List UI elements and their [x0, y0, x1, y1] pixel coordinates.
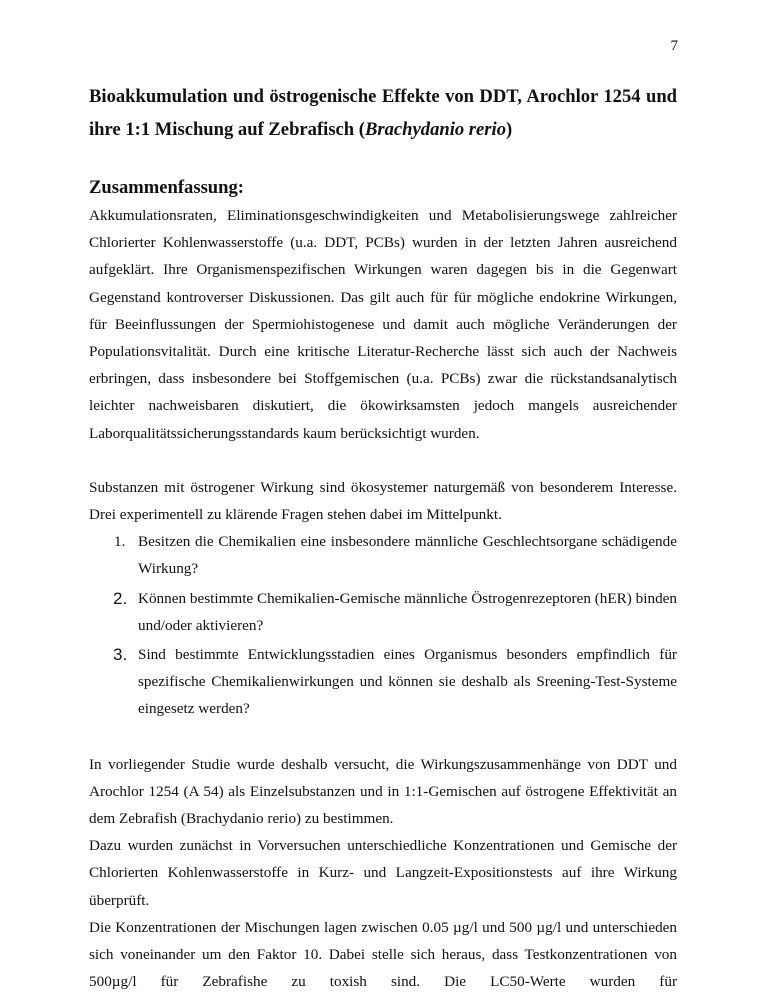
title-line-1: Bioakkumulation und östrogenische Effekte von DDT, Arochlor 1254 und [89, 86, 677, 107]
title-suffix: ) [506, 119, 513, 140]
document-body [89, 80, 677, 995]
study-paragraph-1: In vorliegender Studie wurde deshalb versucht, die Wirkungszusammenhänge von DDT und Arochlor 1254 (A 54) als Einzelsubstanzen und in 1:1-Gemischen auf östrogene Effektivität an dem Zebrafish (Brachydanio rerio) zu bestimmen. [89, 755, 677, 828]
list-text: Besitzen die Chemikalien eine insbesondere männliche Geschlechtsorgane schädigende Wirkung? [138, 533, 677, 578]
summary-paragraph-2: Substanzen mit östrogener Wirkung sind ökosystemer naturgemäß von besonderem Interesse. Drei experimentell zu klärende Fragen stehen dabei im Mittelpunkt. [89, 478, 677, 524]
list-number: 3. [113, 645, 128, 665]
document-title [89, 80, 677, 146]
research-questions-list [89, 528, 677, 722]
study-paragraph-2: Dazu wurden zunächst in Vorversuchen unterschiedliche Konzentrationen und Gemische der Chlorierten Kohlenwasserstoffe in Kurz- und Langzeit-Expositionstests auf ihre Wirkung überprüft. [89, 837, 677, 909]
page-number: 7 [670, 38, 678, 54]
list-text: Sind bestimmte Entwicklungsstadien eines Organismus besonders empfindlich für spezifische Chemikalienwirkungen und können sie deshalb als Sreening-Test-Systeme eingesetz werden? [138, 646, 677, 718]
list-item [89, 641, 677, 723]
list-number: 1. [114, 533, 126, 551]
study-paragraph-3: Die Konzentrationen der Mischungen lagen zwischen 0.05 µg/l und 500 µg/l und unterschieden sich voneinander um den Faktor 10. Dabei stelle sich heraus, dass Testkonzentrationen von 500µg/l für Zebrafishe zu toxish sind. Die LC50-Werte wurden für [89, 918, 677, 991]
species-name: Brachydanio rerio [364, 119, 506, 140]
list-item [89, 585, 677, 639]
summary-paragraph-1: Akkumulationsraten, Eliminationsgeschwindigkeiten und Metabolisierungswege zahlreicher Chlorierter Kohlenwasserstoffe (u.a. DDT, PCBs) wurden in der letzten Jahren ausreichend aufgeklärt. Ihre Organismenspezifischen Wirkungen waren dagegen bis in die Gegenwart Gegenstand kontroverser Diskussionen. Das gilt auch für für mögliche endokrine Wirkungen, für Beeinflussungen der Spermiohistogenese und damit auch mögliche Veränderungen der Populationsvitalität. Durch eine kritische Literatur-Recherche lässt sich auch der Nachweis erbringen, dass insbesondere bei Stoffgemischen (u.a. PCBs) zwar die rückstandsanalytisch leichter nachweisbaren diskutiert, die ökowirksamsten jedoch mangels ausreichender Laborqualitätssicherungsstandards kaum berücksichtigt wurden. [89, 207, 677, 442]
section-heading-summary: Zusammenfassung: [89, 177, 244, 198]
list-number: 2. [113, 588, 128, 608]
list-text: Können bestimmte Chemikalien-Gemische männliche Östrogenrezeptoren (hER) binden und/oder aktivieren? [138, 589, 677, 634]
title-line-2 [89, 113, 677, 146]
list-item [89, 528, 677, 582]
title-prefix: ihre 1:1 Mischung auf Zebrafisch ( [89, 119, 365, 140]
